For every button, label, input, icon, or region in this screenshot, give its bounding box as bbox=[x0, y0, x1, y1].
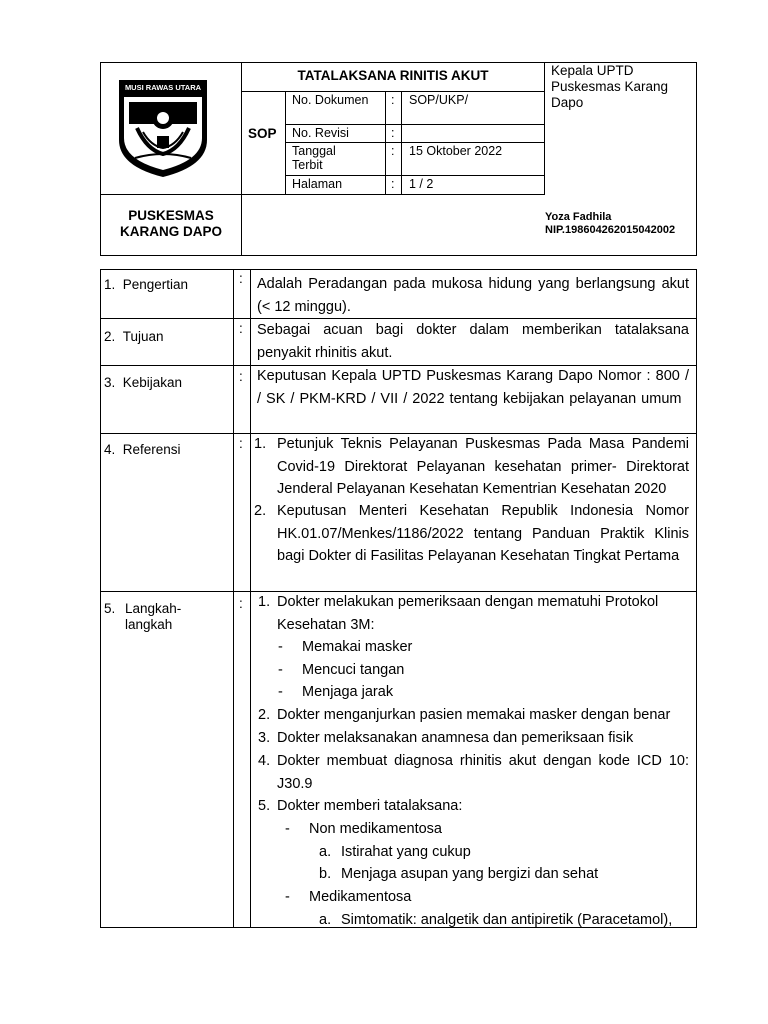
ref-text-1: Petunjuk Teknis Pelayanan Puskesmas Pada Masa Pandemi Covid-19 Direktorat Pelayanan kesehatan primer- Direktorat Jenderal Pelayanan Kesehatan Kementrian Kesehatan 2020 bbox=[277, 436, 689, 498]
dash-2: - bbox=[278, 662, 283, 678]
doc-number-label: No. Dokumen bbox=[292, 93, 369, 107]
dash-1: - bbox=[278, 639, 283, 655]
label-langkah-line2: langkah bbox=[125, 617, 173, 632]
step-text-4: Dokter membuat diagnosa rhinitis akut dengan kode ICD 10: J30.9 bbox=[277, 753, 689, 792]
step-num-1: 1. bbox=[258, 594, 271, 610]
ref-num-1: 1. bbox=[254, 436, 267, 452]
step-num-5: 5. bbox=[258, 798, 271, 814]
page-label: Halaman bbox=[292, 177, 343, 191]
step-text-3: Dokter melaksanakan anamnesa dan pemeriksaan fisik bbox=[277, 730, 634, 746]
colon-referensi: : bbox=[239, 436, 243, 451]
colon-langkah: : bbox=[239, 596, 243, 611]
issue-date-value: 15 Oktober 2022 bbox=[409, 144, 503, 158]
label-langkah-line1: Langkah- bbox=[125, 601, 182, 616]
step-text-5: Dokter memberi tatalaksana: bbox=[277, 798, 463, 814]
ref-text-2: Keputusan Menteri Kesehatan Republik Indonesia Nomor HK.01.07/Menkes/1186/2022 tentang Panduan Praktik Klinis bagi Dokter di Fasilitas Pelayanan Kesehatan Tingkat Pertama bbox=[277, 503, 689, 565]
logo-text: MUSI RAWAS UTARA bbox=[124, 83, 202, 92]
emblem-icon bbox=[117, 78, 209, 178]
doc-number-colon: : bbox=[391, 93, 395, 107]
colon-kebijakan: : bbox=[239, 369, 243, 384]
ref-num-2: 2. bbox=[254, 503, 267, 519]
page-value: 1 / 2 bbox=[409, 177, 434, 191]
dash-5: - bbox=[285, 889, 290, 905]
sop-label: SOP bbox=[248, 126, 277, 141]
issue-date-colon: : bbox=[391, 144, 395, 158]
step1-sub-1: Memakai masker bbox=[302, 639, 413, 655]
dash-3: - bbox=[278, 684, 283, 700]
step1-sub-2: Mencuci tangan bbox=[302, 662, 405, 678]
label-pengertian: 1. Pengertian bbox=[104, 277, 189, 292]
page-colon: : bbox=[391, 177, 395, 191]
label-kebijakan: 3. Kebijakan bbox=[104, 375, 183, 390]
label-referensi: 4. Referensi bbox=[104, 442, 181, 457]
colon-tujuan: : bbox=[239, 321, 243, 336]
signer-name: Yoza Fadhila bbox=[545, 211, 612, 223]
signer-nip: NIP.198604262015042002 bbox=[545, 224, 676, 236]
doc-number-value: SOP/UKP/ bbox=[409, 93, 469, 107]
step-num-2: 2. bbox=[258, 707, 271, 723]
non-med-text-a: Istirahat yang cukup bbox=[341, 844, 471, 860]
issue-date-label: Tanggal Terbit bbox=[292, 144, 336, 172]
dash-4: - bbox=[285, 821, 290, 837]
step-text-1: Dokter melakukan pemeriksaan dengan mematuhi Protokol Kesehatan 3M: bbox=[277, 594, 659, 633]
text-kebijakan: Keputusan Kepala UPTD Puskesmas Karang Dapo Nomor : 800 / / SK / PKM-KRD / VII / 2022 tentang kebijakan pelayanan umum bbox=[257, 368, 689, 407]
med-letter-a: a. bbox=[319, 912, 332, 928]
non-med-label: Non medikamentosa bbox=[309, 821, 442, 837]
label-langkah-num: 5. bbox=[104, 601, 116, 616]
non-med-text-b: Menjaga asupan yang bergizi dan sehat bbox=[341, 866, 599, 882]
text-tujuan: Sebagai acuan bagi dokter dalam memberikan tatalaksana penyakit rhinitis akut. bbox=[257, 322, 689, 361]
med-label: Medikamentosa bbox=[309, 889, 412, 905]
document-title: TATALAKSANA RINITIS AKUT bbox=[297, 68, 489, 83]
med-text-a: Simtomatik: analgetik dan antipiretik (Paracetamol), bbox=[341, 912, 673, 928]
step-num-4: 4. bbox=[258, 753, 271, 769]
non-med-letter-b: b. bbox=[319, 866, 332, 882]
step1-sub-3: Menjaga jarak bbox=[302, 684, 394, 700]
revision-colon: : bbox=[391, 126, 395, 140]
label-tujuan: 2. Tujuan bbox=[104, 329, 164, 344]
logo bbox=[117, 78, 209, 178]
org-name: PUSKESMAS KARANG DAPO bbox=[119, 208, 222, 239]
revision-label: No. Revisi bbox=[292, 126, 349, 140]
step-text-2: Dokter menganjurkan pasien memakai masker dengan benar bbox=[277, 707, 671, 723]
step-num-3: 3. bbox=[258, 730, 271, 746]
head-title: Kepala UPTD Puskesmas Karang Dapo bbox=[551, 63, 669, 110]
text-pengertian: Adalah Peradangan pada mukosa hidung yang berlangsung akut (< 12 minggu). bbox=[257, 276, 689, 315]
non-med-letter-a: a. bbox=[319, 844, 332, 860]
colon-pengertian: : bbox=[239, 271, 243, 286]
